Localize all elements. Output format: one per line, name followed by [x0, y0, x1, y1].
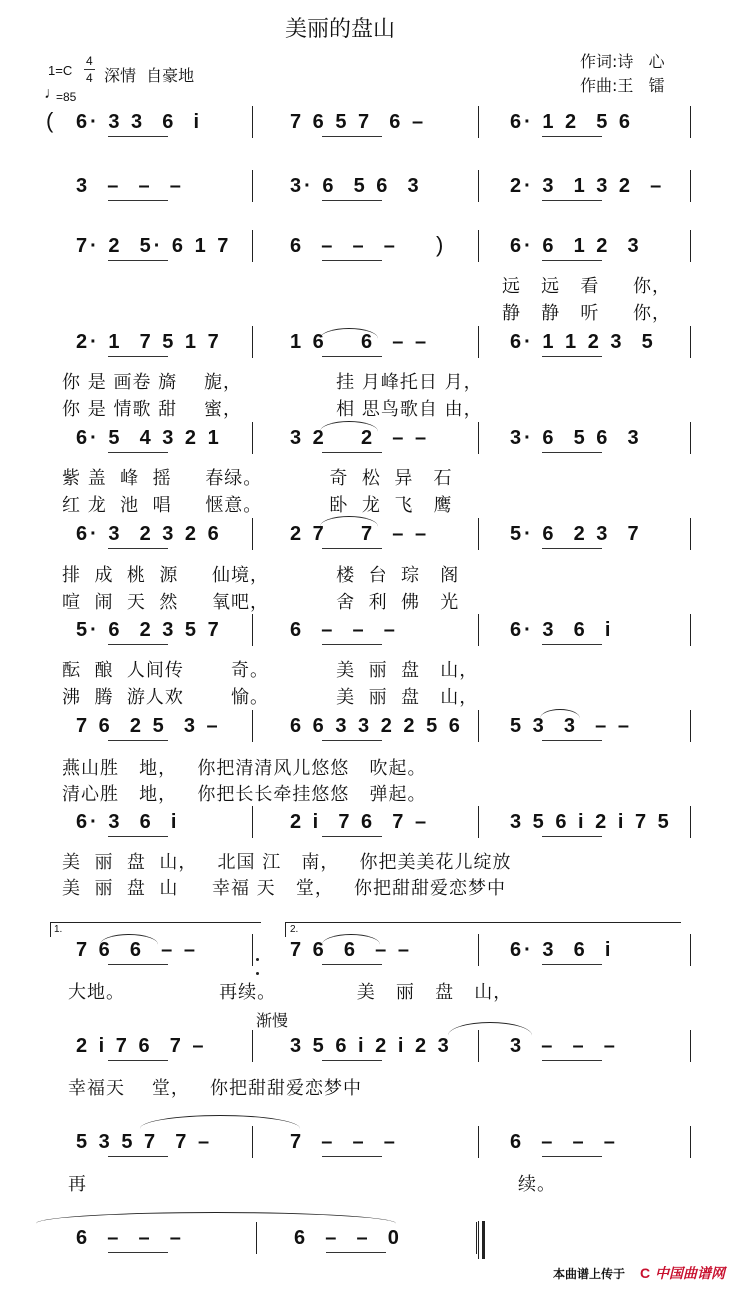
beam-underline: [108, 260, 168, 261]
beam-underline: [322, 356, 382, 357]
second-ending-label: 2.: [290, 924, 299, 935]
beam-underline: [322, 136, 382, 137]
measure: 6· 3 6 i: [76, 811, 180, 833]
measure: 6 – – –: [510, 1131, 618, 1153]
measure: 7 6 6 – –: [76, 939, 198, 961]
beam-underline: [542, 1156, 602, 1157]
first-ending-bracket: [50, 922, 261, 937]
lyric-line: 燕山胜 地， 你把清清风儿悠悠 吹起。: [62, 758, 427, 779]
barline: [252, 170, 253, 202]
lyric-line: 清心胜 地， 你把长长牵挂悠悠 弹起。: [62, 784, 427, 805]
barline: [478, 806, 479, 838]
beam-underline: [108, 740, 168, 741]
barline: [690, 518, 691, 550]
composer-credit: 作曲:王 镭: [580, 76, 665, 95]
key-signature: 1=C: [48, 63, 73, 78]
beam-underline: [322, 1060, 382, 1061]
slur: [322, 934, 380, 955]
measure: 6· 3 6 i: [510, 939, 614, 961]
measure: 3 – – –: [76, 175, 184, 197]
lyric-line: 排 成 桃 源 仙境， 楼 台 琮 阁: [62, 565, 460, 586]
beam-underline: [542, 452, 602, 453]
measure: 5· 6 2 3 5 7: [76, 619, 222, 641]
repeat-close-paren: ): [436, 232, 444, 257]
beam-underline: [542, 1060, 602, 1061]
beam-underline: [322, 200, 382, 201]
barline: [690, 422, 691, 454]
upload-note: 本曲谱上传于: [553, 1267, 626, 1281]
beam-underline: [108, 548, 168, 549]
final-barline: [482, 1221, 485, 1259]
lyric-line: 美 丽 盘 山 幸福 天 堂， 你把甜甜爱恋梦中: [62, 878, 506, 899]
barline: [478, 106, 479, 138]
lyric-line: 你 是 画卷 旖 旎， 挂 月峰托日 月，: [62, 372, 483, 393]
beam-underline: [108, 836, 168, 837]
beam-underline: [322, 548, 382, 549]
barline: [252, 934, 253, 966]
measure: 7 – – –: [290, 1131, 398, 1153]
repeat-dot: [256, 958, 259, 961]
slur: [320, 516, 378, 537]
time-signature-line: [84, 69, 95, 70]
beam-underline: [542, 548, 602, 549]
measure: 6· 3 2 3 2 6: [76, 523, 222, 545]
slur: [320, 421, 378, 442]
measure: 3 – – –: [510, 1035, 618, 1057]
logo-icon: C: [640, 1265, 651, 1281]
barline: [252, 422, 253, 454]
barline: [690, 170, 691, 202]
barline: [690, 710, 691, 742]
measure: 3 2 2 – –: [290, 427, 430, 449]
measure: 6· 1 2 5 6: [510, 111, 634, 133]
beam-underline: [542, 136, 602, 137]
barline: [252, 806, 253, 838]
slur: [100, 934, 158, 955]
slur: [448, 1022, 532, 1049]
lyric-line: 远 远 看 你，: [502, 276, 671, 297]
measure: 6· 3 3 6 i: [76, 111, 203, 133]
lyric-line: 美 丽 盘 山， 北国 江 南， 你把美美花儿绽放: [62, 852, 512, 873]
lyricist-credit: 作词:诗 心: [580, 52, 665, 71]
measure: 6 – – –: [290, 619, 398, 641]
measure: 7 6 6 – –: [290, 939, 412, 961]
beam-underline: [108, 452, 168, 453]
beam-underline: [322, 836, 382, 837]
barline: [252, 518, 253, 550]
quarter-note-icon: ♩: [44, 85, 60, 102]
lyric-line: 续。: [518, 1174, 556, 1195]
measure: 2 7 7 – –: [290, 523, 430, 545]
barline: [252, 1030, 253, 1062]
barline: [690, 614, 691, 646]
barline: [478, 710, 479, 742]
beam-underline: [322, 740, 382, 741]
barline: [478, 326, 479, 358]
slur: [320, 328, 378, 349]
beam-underline: [542, 644, 602, 645]
barline: [252, 614, 253, 646]
beam-underline: [108, 644, 168, 645]
beam-underline: [108, 1156, 168, 1157]
measure: 5 3 5 7 7 –: [76, 1131, 213, 1153]
repeat-open-paren: (: [46, 108, 54, 133]
measure: 6· 6 1 2 3: [510, 235, 642, 257]
beam-underline: [326, 1252, 386, 1253]
measure: 3 5 6 i 2 i 2 3: [290, 1035, 452, 1057]
slur: [36, 1212, 396, 1235]
lyric-line: 紫 盖 峰 摇 春绿。 奇 松 异 石: [62, 468, 453, 489]
lyric-line: 静 静 听 你，: [502, 303, 671, 324]
lyric-line: 幸福天 堂， 你把甜甜爱恋梦中: [68, 1078, 363, 1099]
measure: 3 5 6 i 2 i 7 5: [510, 811, 672, 833]
beam-underline: [542, 356, 602, 357]
measure: 6 – – –: [76, 1227, 184, 1249]
barline: [252, 230, 253, 262]
time-signature-top: 4: [86, 54, 93, 68]
barline: [252, 710, 253, 742]
measure: 7 6 5 7 6 –: [290, 111, 427, 133]
tempo-mark: =85: [56, 90, 77, 104]
measure: 3· 6 5 6 3: [510, 427, 642, 449]
first-ending-label: 1.: [54, 924, 63, 935]
beam-underline: [322, 452, 382, 453]
barline: [690, 934, 691, 966]
beam-underline: [108, 200, 168, 201]
expression-mark: 深情 自豪地: [104, 66, 195, 85]
measure: 2 i 7 6 7 –: [290, 811, 430, 833]
beam-underline: [542, 200, 602, 201]
time-signature-bottom: 4: [86, 71, 93, 85]
barline: [478, 518, 479, 550]
beam-underline: [108, 1252, 168, 1253]
beam-underline: [108, 356, 168, 357]
measure: 1 6 6 – –: [290, 331, 430, 353]
beam-underline: [108, 1060, 168, 1061]
measure: 6· 3 6 i: [510, 619, 614, 641]
barline: [690, 806, 691, 838]
barline: [478, 1126, 479, 1158]
lyric-line: 沸 腾 游人欢 愉。 美 丽 盘 山，: [62, 687, 479, 708]
barline: [478, 422, 479, 454]
beam-underline: [322, 1156, 382, 1157]
beam-underline: [108, 964, 168, 965]
measure: 3· 6 5 6 3: [290, 175, 422, 197]
beam-underline: [542, 836, 602, 837]
measure: 6 6 3 3 2 2 5 6: [290, 715, 463, 737]
measure: 7 6 2 5 3 –: [76, 715, 221, 737]
barline: [478, 230, 479, 262]
barline: [690, 106, 691, 138]
lyric-line: 你 是 情歌 甜 蜜， 相 思鸟歌自 由，: [62, 399, 483, 420]
barline: [690, 230, 691, 262]
lyric-line: 喧 闹 天 然 氧吧， 舍 利 佛 光: [62, 592, 460, 613]
beam-underline: [322, 644, 382, 645]
slur: [140, 1115, 300, 1142]
beam-underline: [108, 136, 168, 137]
barline: [478, 170, 479, 202]
repeat-dot: [256, 972, 259, 975]
measure: 6· 1 1 2 3 5: [510, 331, 656, 353]
beam-underline: [322, 260, 382, 261]
measure: 2· 1 7 5 1 7: [76, 331, 222, 353]
measure: 2 i 7 6 7 –: [76, 1035, 207, 1057]
page-title: 美丽的盘山: [285, 17, 396, 42]
lyric-line: 大地。 再续。 美 丽 盘 山，: [68, 982, 513, 1003]
slur: [540, 709, 580, 728]
lyric-line: 酝 酿 人间传 奇。 美 丽 盘 山，: [62, 660, 479, 681]
lyric-line: 再: [68, 1174, 87, 1195]
measure: 5· 6 2 3 7: [510, 523, 642, 545]
beam-underline: [322, 964, 382, 965]
barline: [252, 326, 253, 358]
barline: [478, 614, 479, 646]
measure: 6· 5 4 3 2 1: [76, 427, 222, 449]
beam-underline: [542, 964, 602, 965]
barline: [690, 1126, 691, 1158]
barline: [478, 934, 479, 966]
beam-underline: [542, 740, 602, 741]
measure: 6 – – 0: [294, 1227, 402, 1249]
measure: 7· 2 5· 6 1 7: [76, 235, 232, 257]
final-barline: [478, 1221, 479, 1259]
ritardando-mark: 渐慢: [256, 1011, 289, 1030]
measure: 5 3 3 – –: [510, 715, 632, 737]
beam-underline: [542, 260, 602, 261]
lyric-line: 红 龙 池 唱 惬意。 卧 龙 飞 鹰: [62, 495, 453, 516]
barline: [252, 106, 253, 138]
barline: [690, 326, 691, 358]
barline: [476, 1222, 477, 1254]
measure: 6 – – –: [290, 235, 398, 257]
site-logo: 中国曲谱网: [655, 1265, 725, 1281]
barline: [690, 1030, 691, 1062]
measure: 2· 3 1 3 2 –: [510, 175, 665, 197]
